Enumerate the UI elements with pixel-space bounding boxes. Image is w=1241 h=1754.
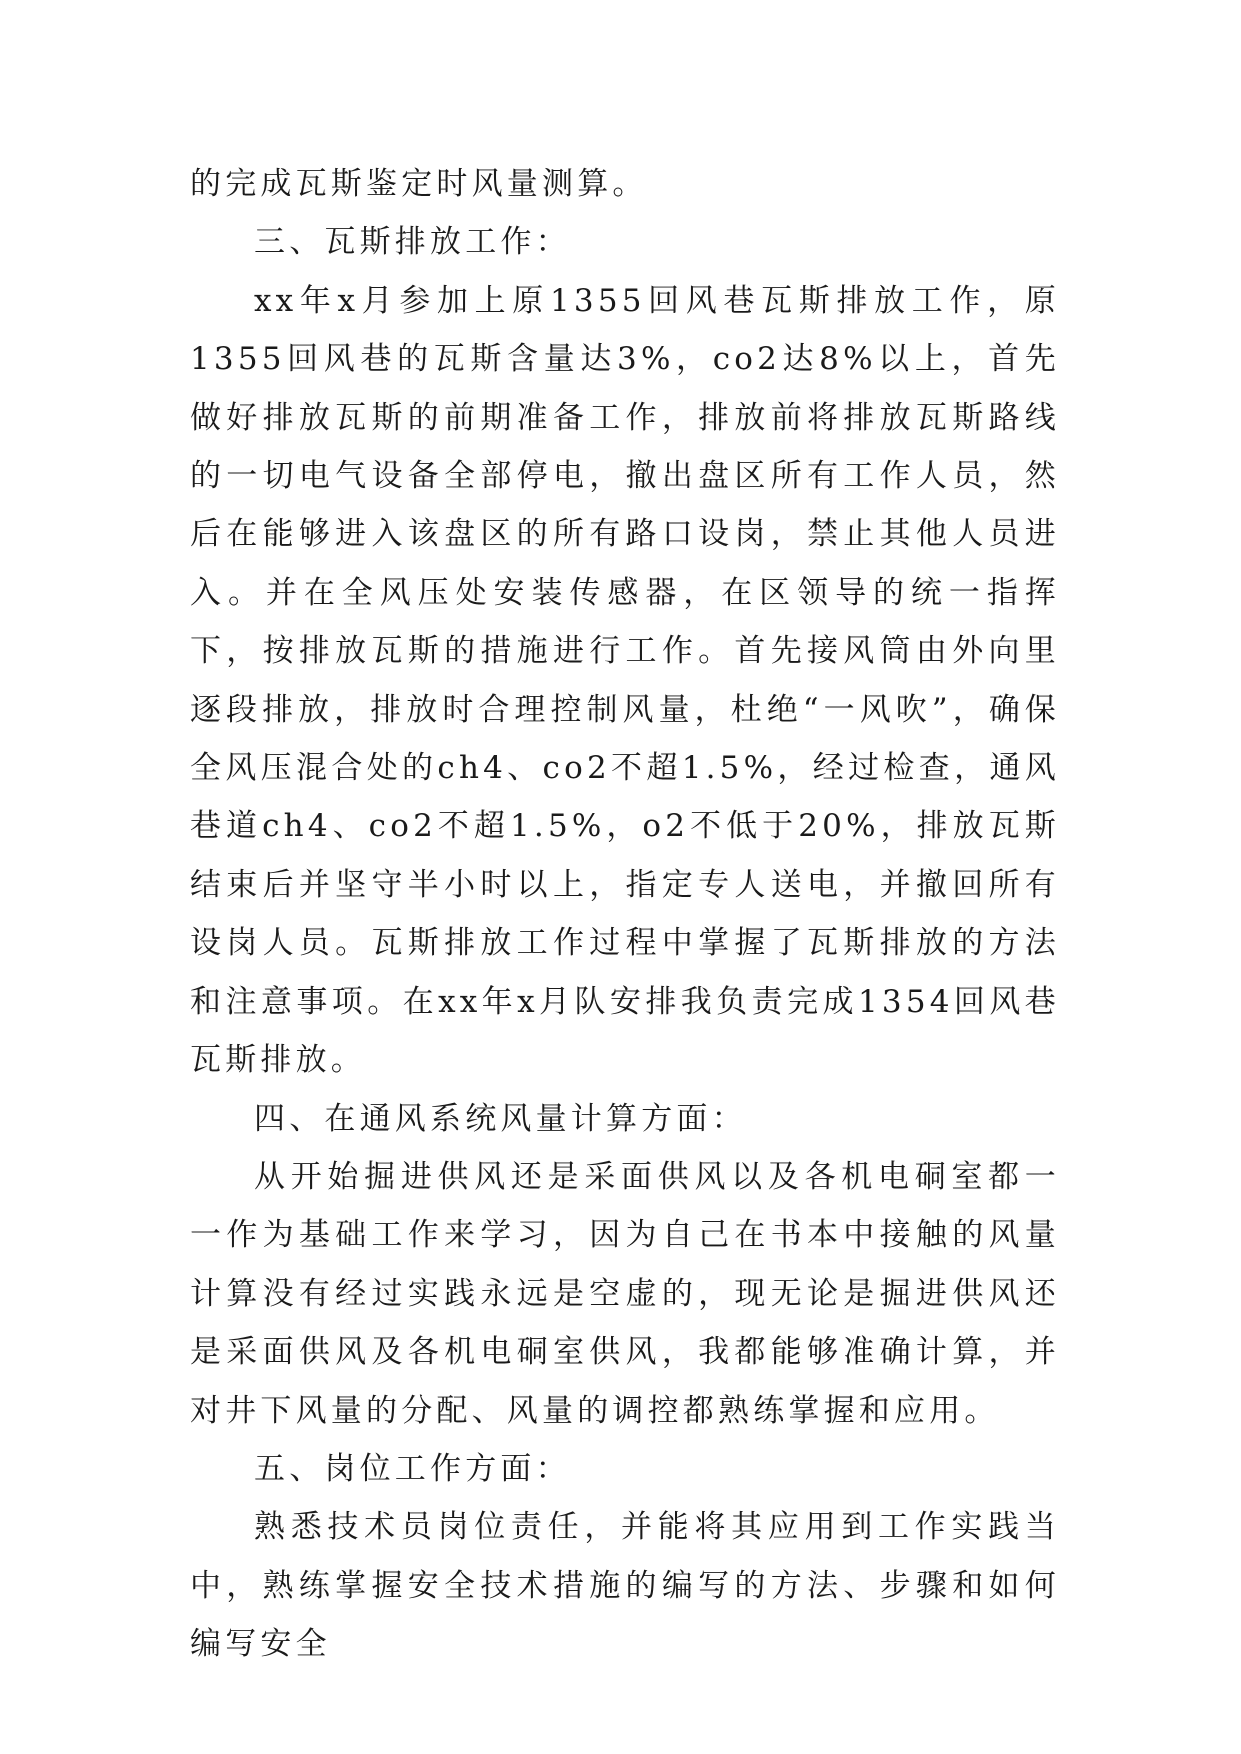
document-body [190, 155, 1060, 1674]
paragraph-air-volume: 从开始掘进供风还是采面供风以及各机电硐室都一一作为基础工作来学习，因为自己在书本中接触的风量计算没有经过实践永远是空虚的，现无论是掘进供风还是采面供风及各机电硐室供风，我都能够准确计算，并对井下风量的分配、风量的调控都熟练掌握和应用。 [190, 1158, 1060, 1429]
paragraph-continuation: 的完成瓦斯鉴定时风量测算。 [190, 166, 648, 202]
paragraph-gas-discharge: xx年x月参加上原1355回风巷瓦斯排放工作，原1355回风巷的瓦斯含量达3%，co2达8%以上，首先做好排放瓦斯的前期准备工作，排放前将排放瓦斯路线的一切电气设备全部停电，撤出盘区所有工作人员，然后在能够进入该盘区的所有路口设岗，禁止其他人员进入。并在全风压处安装传感器，在区领导的统一指挥下，按排放瓦斯的措施进行工作。首先接风筒由外向里逐段排放，排放时合理控制风量，杜绝“一风吹”，确保全风压混合处的ch4、co2不超1.5%，经过检查，通风巷道ch4、co2不超1.5%，o2不低于20%，排放瓦斯结束后并坚守半小时以上，指定专人送电，并撤回所有设岗人员。瓦斯排放工作过程中掌握了瓦斯排放的方法和注意事项。在xx年x月队安排我负责完成1354回风巷瓦斯排放。 [190, 282, 1060, 1079]
section-heading-4: 四、在通风系统风量计算方面： [254, 1100, 747, 1137]
paragraph-post-work: 熟悉技术员岗位责任，并能将其应用到工作实践当中，熟练掌握安全技术措施的编写的方法、步骤和如何编写安全 [190, 1509, 1060, 1663]
section-heading-3: 三、瓦斯排放工作： [254, 224, 571, 261]
section-heading-5: 五、岗位工作方面： [254, 1450, 571, 1487]
